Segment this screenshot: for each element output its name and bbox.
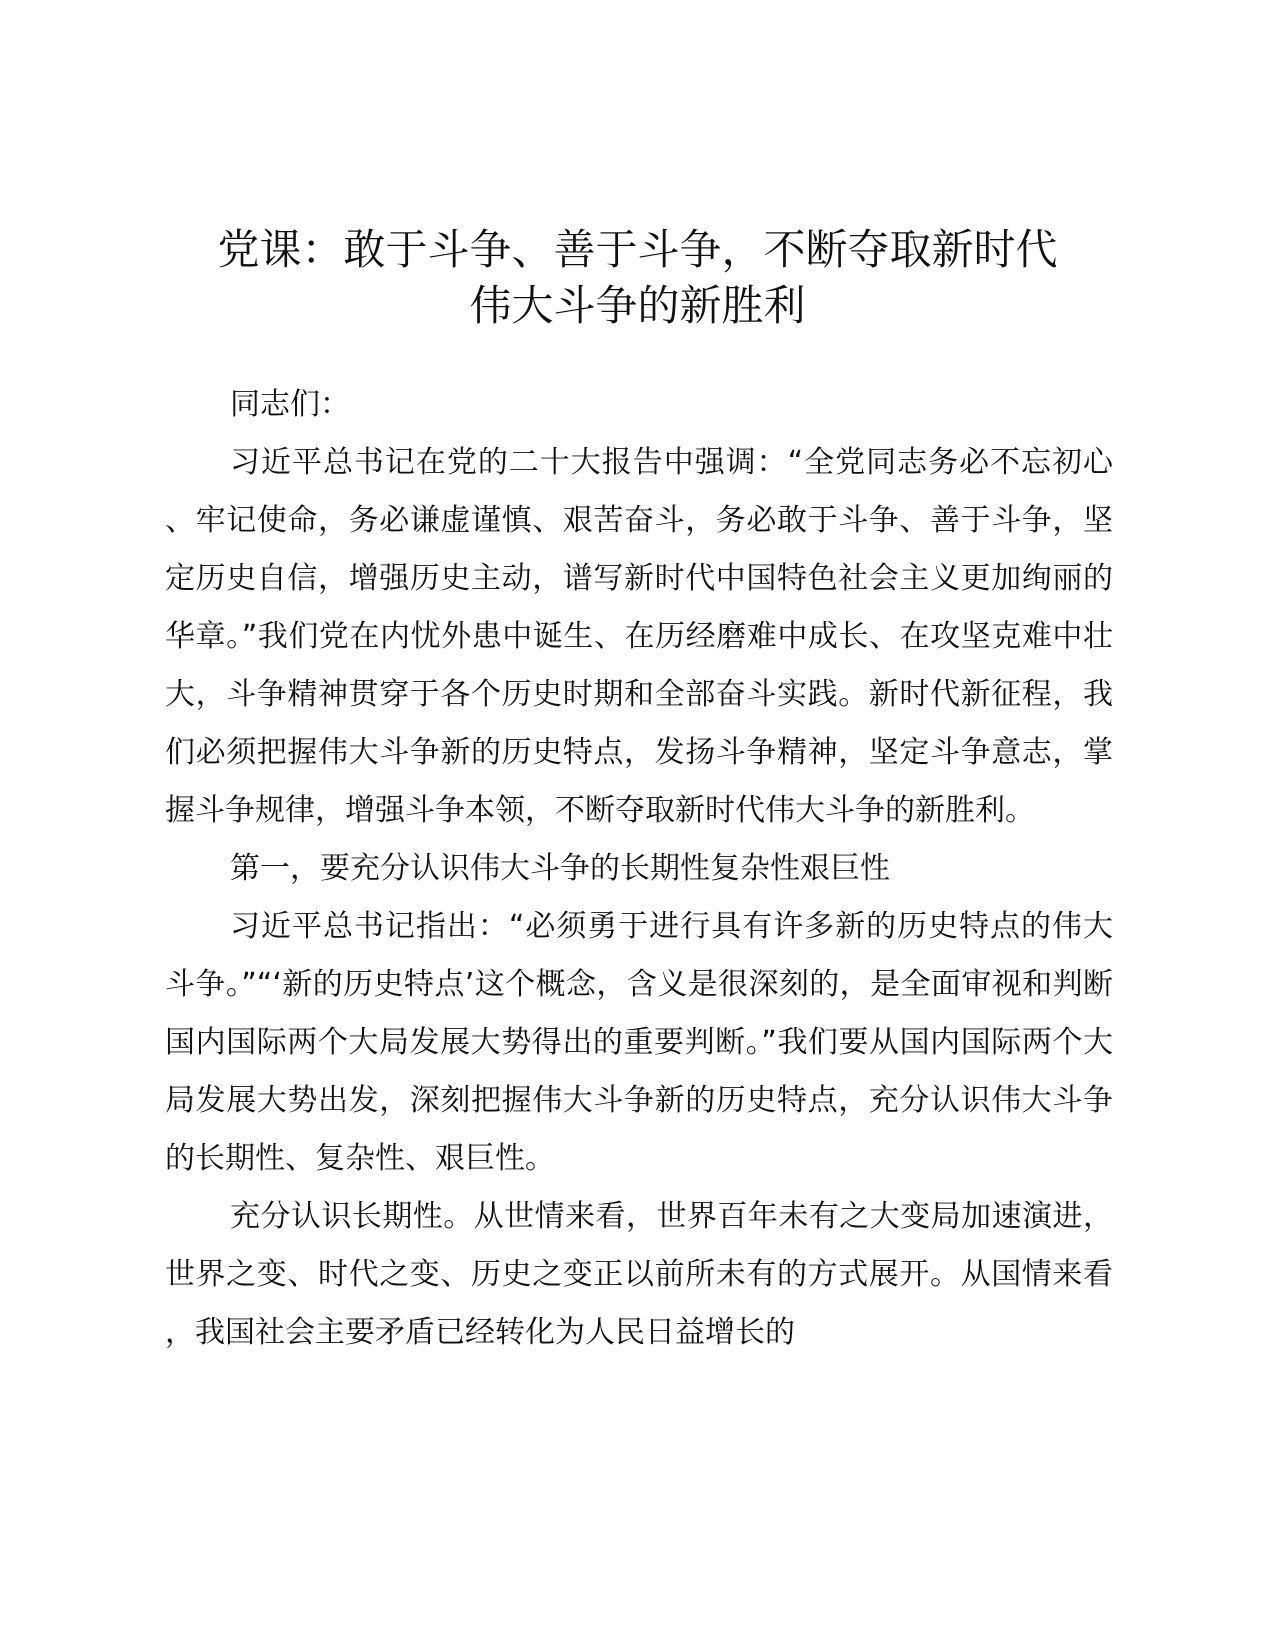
title-line-2: 伟大斗争的新胜利 — [469, 281, 806, 330]
document-body — [165, 376, 1113, 1362]
paragraph-long-term: 充分认识长期性。从世情来看，世界百年未有之大变局加速演进，世界之变、时代之变、历史之变正以前所未有的方式展开。从国情来看，我国社会主要矛盾已经转化为人民日益增长的 — [165, 1199, 1113, 1350]
title-line-1: 党课：敢于斗争、善于斗争，不断夺取新时代 — [217, 225, 1058, 274]
salutation: 同志们： — [230, 387, 350, 422]
document-title — [150, 222, 1125, 334]
paragraph-section-1: 习近平总书记指出：“必须勇于进行具有许多新的历史特点的伟大斗争。”“‘新的历史特点’这个概念，含义是很深刻的，是全面审视和判断国内国际两个大局发展大势得出的重要判断。”我们要从国内国际两个大局发展大势出发，深刻把握伟大斗争新的历史特点，充分认识伟大斗争的长期性、复杂性、艰巨性。 — [165, 909, 1113, 1176]
paragraph-intro: 习近平总书记在党的二十大报告中强调：“全党同志务必不忘初心、牢记使命，务必谦虚谨慎、艰苦奋斗，务必敢于斗争、善于斗争，坚定历史自信，增强历史主动，谱写新时代中国特色社会主义更加绚丽的华章。”我们党在内忧外患中诞生、在历经磨难中成长、在攻坚克难中壮大，斗争精神贯穿于各个历史时期和全部奋斗实践。新时代新征程，我们必须把握伟大斗争新的历史特点，发扬斗争精神，坚定斗争意志，掌握斗争规律，增强斗争本领，不断夺取新时代伟大斗争的新胜利。 — [165, 445, 1113, 828]
section-heading-1: 第一，要充分认识伟大斗争的长期性复杂性艰巨性 — [230, 851, 890, 886]
